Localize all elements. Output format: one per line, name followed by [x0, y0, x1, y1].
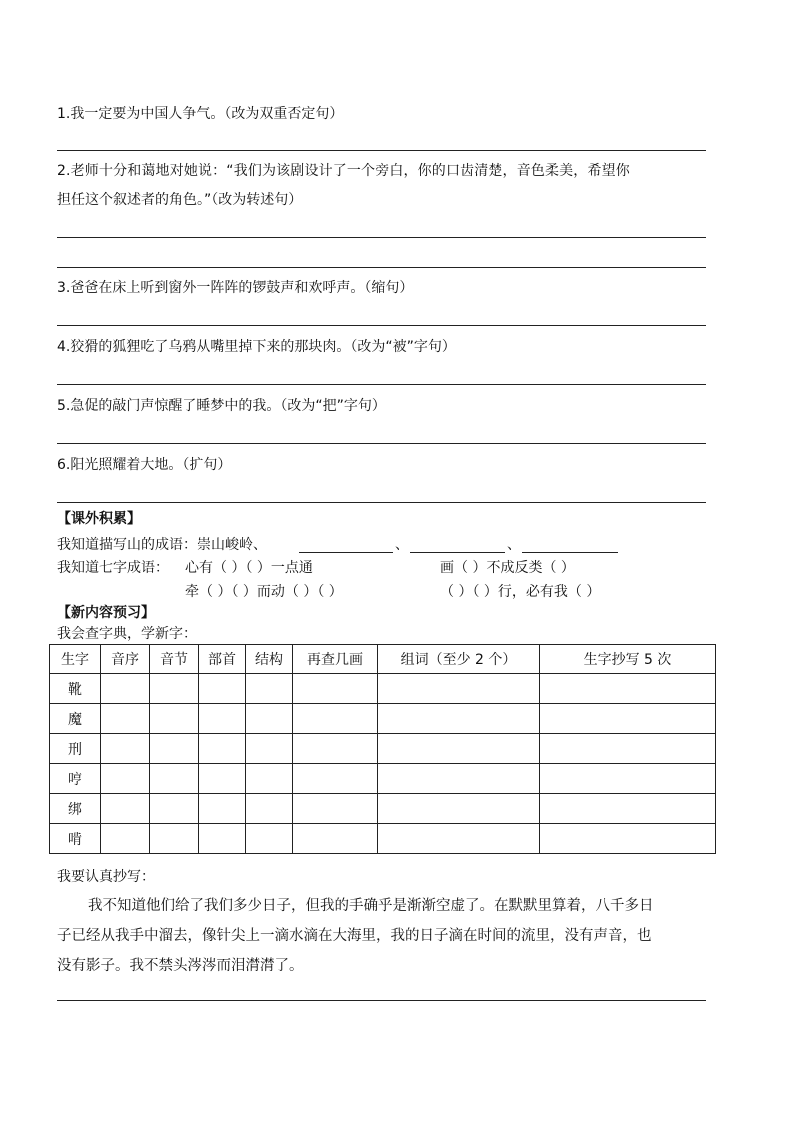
mountain-idiom-prompt: 我知道描写山的成语：崇山峻岭、	[57, 537, 267, 553]
character-cell: 魔	[50, 704, 101, 734]
seven-char-idiom-4[interactable]: （ ）（ ）行，必有我（ ）	[440, 584, 601, 600]
answer-cell[interactable]	[293, 704, 378, 734]
table-row	[50, 824, 716, 854]
answer-cell[interactable]	[246, 674, 293, 704]
answer-cell[interactable]	[378, 734, 540, 764]
table-row	[50, 704, 716, 734]
exercise-2-prompt-line2: 担任这个叙述者的角色。”（改为转述句）	[57, 192, 303, 208]
answer-cell[interactable]	[101, 674, 150, 704]
column-header: 结构	[246, 645, 293, 674]
extra-heading: 【课外积累】	[57, 511, 141, 527]
answer-cell[interactable]	[540, 824, 716, 854]
mountain-idiom-separator-2: 、	[507, 537, 521, 553]
exercise-4-prompt: 4.狡猾的狐狸吃了乌鸦从嘴里掉下来的那块肉。（改为“被”字句）	[57, 339, 456, 355]
copy-passage-line-3: 没有影子。我不禁头涔涔而泪潸潸了。	[57, 958, 304, 974]
answer-cell[interactable]	[293, 764, 378, 794]
exercise-6-answer-line[interactable]	[57, 502, 706, 503]
answer-cell[interactable]	[199, 794, 246, 824]
table-row	[50, 734, 716, 764]
answer-cell[interactable]	[246, 794, 293, 824]
exercise-5-answer-line[interactable]	[57, 443, 706, 444]
answer-cell[interactable]	[540, 674, 716, 704]
table-row	[50, 794, 716, 824]
answer-cell[interactable]	[101, 704, 150, 734]
mountain-idiom-blank-2[interactable]	[410, 552, 505, 553]
exercise-5-prompt: 5.急促的敲门声惊醒了睡梦中的我。（改为“把”字句）	[57, 398, 386, 414]
answer-cell[interactable]	[246, 764, 293, 794]
character-cell: 哼	[50, 764, 101, 794]
answer-cell[interactable]	[540, 704, 716, 734]
seven-char-idiom-3[interactable]: 牵（ ）（ ）而动（ ）（ ）	[185, 584, 343, 600]
character-cell: 靴	[50, 674, 101, 704]
exercise-1-prompt: 1.我一定要为中国人争气。（改为双重否定句）	[57, 106, 344, 122]
mountain-idiom-blank-1[interactable]	[299, 552, 393, 553]
seven-char-idiom-1[interactable]: 心有（ ）（ ）一点通	[185, 560, 313, 576]
answer-cell[interactable]	[199, 824, 246, 854]
column-header: 再查几画	[293, 645, 378, 674]
answer-cell[interactable]	[246, 704, 293, 734]
answer-cell[interactable]	[199, 764, 246, 794]
answer-cell[interactable]	[150, 734, 199, 764]
preview-instruction: 我会查字典，学新字：	[57, 626, 197, 642]
mountain-idiom-separator-1: 、	[395, 537, 409, 553]
table-header-row	[50, 645, 716, 674]
answer-cell[interactable]	[199, 704, 246, 734]
answer-cell[interactable]	[540, 794, 716, 824]
character-cell: 啃	[50, 824, 101, 854]
answer-cell[interactable]	[101, 764, 150, 794]
copy-answer-line[interactable]	[57, 1000, 706, 1001]
new-characters-table	[49, 644, 716, 854]
column-header: 组词（至少 2 个）	[378, 645, 540, 674]
answer-cell[interactable]	[246, 824, 293, 854]
copy-passage-line-2: 子已经从我手中溜去，像针尖上一滴水滴在大海里，我的日子滴在时间的流里，没有声音，也	[57, 928, 652, 944]
copy-passage	[57, 891, 709, 981]
answer-cell[interactable]	[293, 824, 378, 854]
seven-char-idiom-2[interactable]: 画（ ）不成反类（ ）	[440, 560, 575, 576]
answer-cell[interactable]	[101, 794, 150, 824]
answer-cell[interactable]	[378, 824, 540, 854]
answer-cell[interactable]	[199, 674, 246, 704]
character-cell: 绑	[50, 794, 101, 824]
answer-cell[interactable]	[378, 794, 540, 824]
column-header: 音节	[150, 645, 199, 674]
answer-cell[interactable]	[246, 734, 293, 764]
answer-cell[interactable]	[101, 824, 150, 854]
column-header: 音序	[101, 645, 150, 674]
answer-cell[interactable]	[293, 674, 378, 704]
answer-cell[interactable]	[540, 734, 716, 764]
mountain-idiom-blank-3[interactable]	[522, 552, 618, 553]
exercise-4-answer-line[interactable]	[57, 384, 706, 385]
table-row	[50, 674, 716, 704]
answer-cell[interactable]	[378, 764, 540, 794]
answer-cell[interactable]	[540, 764, 716, 794]
exercise-3-prompt: 3.爸爸在床上听到窗外一阵阵的锣鼓声和欢呼声。（缩句）	[57, 280, 414, 296]
answer-cell[interactable]	[378, 674, 540, 704]
answer-cell[interactable]	[378, 704, 540, 734]
copy-heading: 我要认真抄写：	[57, 869, 155, 885]
answer-cell[interactable]	[150, 764, 199, 794]
exercise-2-answer-line-1[interactable]	[57, 237, 706, 238]
exercise-1-answer-line[interactable]	[57, 150, 706, 151]
column-header: 生字	[50, 645, 101, 674]
column-header: 部首	[199, 645, 246, 674]
seven-char-idiom-label: 我知道七字成语：	[57, 560, 169, 576]
answer-cell[interactable]	[293, 734, 378, 764]
answer-cell[interactable]	[150, 704, 199, 734]
answer-cell[interactable]	[293, 794, 378, 824]
copy-passage-line-1: 我不知道他们给了我们多少日子，但我的手确乎是渐渐空虚了。在默默里算着，八千多日	[88, 898, 654, 914]
exercise-3-answer-line[interactable]	[57, 325, 706, 326]
column-header: 生字抄写 5 次	[540, 645, 716, 674]
answer-cell[interactable]	[199, 734, 246, 764]
answer-cell[interactable]	[101, 734, 150, 764]
answer-cell[interactable]	[150, 794, 199, 824]
preview-heading: 【新内容预习】	[57, 605, 155, 621]
exercise-2-prompt-line1: 2.老师十分和蔼地对她说：“我们为该剧设计了一个旁白，你的口齿清楚，音色柔美，希望你	[57, 163, 630, 179]
answer-cell[interactable]	[150, 824, 199, 854]
answer-cell[interactable]	[150, 674, 199, 704]
table-row	[50, 764, 716, 794]
exercise-6-prompt: 6.阳光照耀着大地。（扩句）	[57, 457, 232, 473]
exercise-2-answer-line-2[interactable]	[57, 267, 706, 268]
character-cell: 刑	[50, 734, 101, 764]
